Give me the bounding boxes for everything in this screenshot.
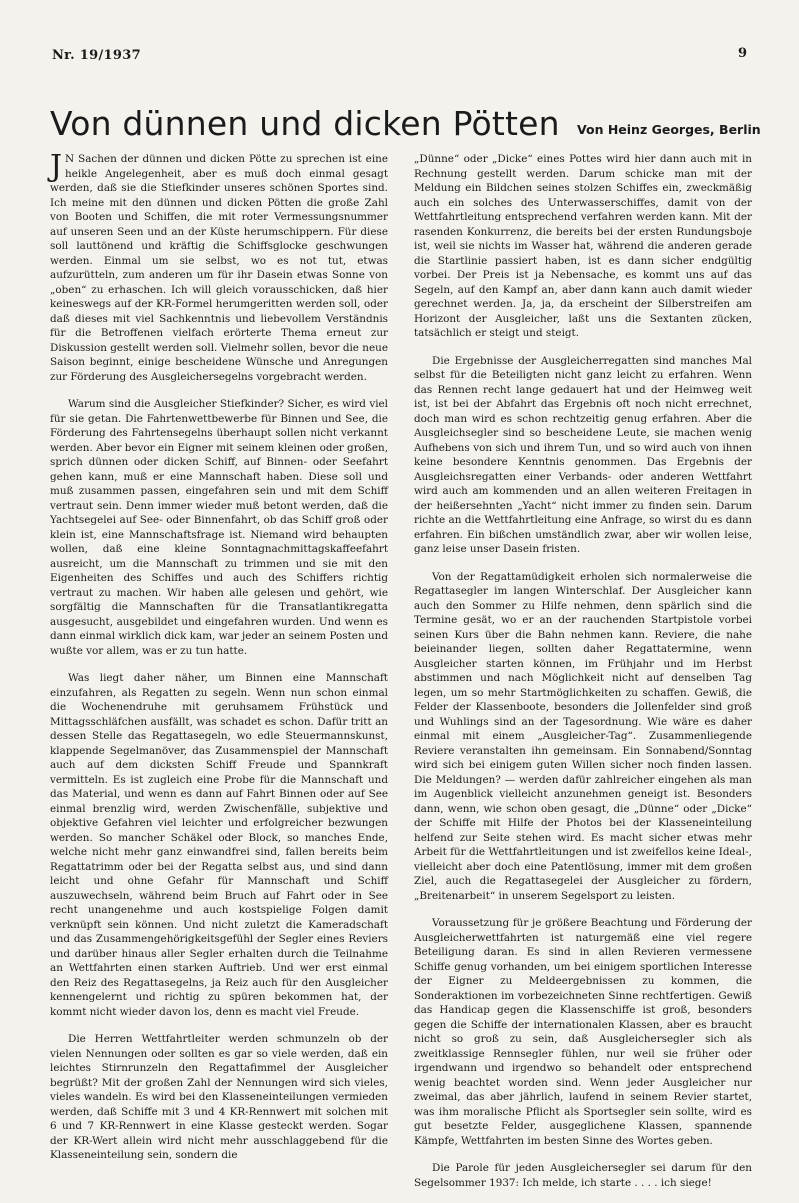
paragraph: Die Herren Wettfahrtleiter werden schmunzeln ob der vielen Nennungen oder sollten es gar so viele werden, daß ein leichtes Stirnrunzeln den Regattafimmel der Ausgleicher begrüßt? Mit der großen Zahl der Nennungen wird sich vieles, vieles wandeln. Es wird bei den Klasseneinteilungen vermieden werden, daß Schiffe mit 3 und 4 KR-Rennwert mit solchen mit 6 und 7 KR-Rennwert in eine Klasse gesteckt werden. Sogar der KR-Wert allein wird nicht mehr ausschlaggebend für die Klasseneinteilung sein, sondern die — [50, 1033, 388, 1161]
article-byline: Von Heinz Georges, Berlin — [577, 122, 761, 137]
paragraph: Von der Regattamüdigkeit erholen sich normalerweise die Regattasegler im langen Winterschlaf. Der Ausgleicher kann auch den Sommer zu Hilfe nehmen, denn spärlich sind die Termine gesät, wo er an der rauchenden Startpistole vorbei seinen Kurs über die Bahn nehmen kann. Reviere, die nahe beieinander liegen, sollten daher Regattatermine, wenn Ausgleicher starten können, im Frühjahr und im Herbst abstimmen und nach Möglichkeit nicht auf denselben Tag legen, um so mehr Startmöglichkeiten zu schaffen. Gewiß, die Felder der Klassenboote, besonders die Jollenfelder sind groß und Wuhlings sind an der Tagesordnung. Wie wäre es daher einmal mit einem „Ausgleicher-Tag“. Zusammenliegende Reviere veranstalten ihn gemeinsam. Ein Sonnabend/Sonntag wird sich bei einigem guten Willen sicher noch finden lassen. Die Meldungen? — werden dafür zahlreicher eingehen als man im Augenblick vielleicht anzunehmen geneigt ist. Besonders dann, wenn, wie schon oben gesagt, die „Dünne“ oder „Dicke“ der Schiffe mit Hilfe der Photos bei der Klasseneinteilung helfend zur Seite stehen wird. Es macht sicher etwas mehr Arbeit für die Wettfahrtleitungen und ist zweifellos keine Ideal-, vielleicht aber doch eine Patentlösung, immer mit dem großen Ziel, auch die Regattasegelei der Ausgleicher zu fördern, „Breitenarbeit“ in unserem Segelsport zu leisten. — [414, 570, 752, 902]
paragraph — [50, 149, 388, 384]
issue-number: Nr. 19/1937 — [52, 48, 141, 63]
paragraph-text: N Sachen der dünnen und dicken Pötte zu sprechen ist eine heikle Angelegenheit, aber es muß doch einmal gesagt werden, daß sie die Stiefkinder unseres schönen Sportes sind. Ich meine mit den dünnen und dicken Pötten die große Zahl von Booten und Schiffen, die mit roter Vermessungsnummer auf unseren Seen und an der Küste herumschippern. Für diese soll lauttönend und kräftig die Schiffsglocke geschwungen werden. Einmal um sie selbst, wo es not tut, etwas aufzurütteln, zum anderen um für ihr Dasein etwas Sonne von „oben“ zu erhaschen. Ich will gleich vorausschicken, daß hier keineswegs auf der KR-Formel herumgeritten werden soll, oder daß dieses mit viel Sachkenntnis und liebevollem Verständnis für die Betroffenen vielfach erörterte Thema erneut zur Diskussion gestellt werden soll. Vielmehr sollen, bevor die neue Saison beginnt, einige bescheidene Wünsche und Anregungen zur Förderung des Ausgleichersegelns vorgebracht werden. — [50, 153, 388, 383]
paragraph: „Dünne“ oder „Dicke“ eines Pottes wird hier dann auch mit in Rechnung gestellt werden. Darum schicke man mit der Meldung ein Bildchen seines stolzen Schiffes ein, zweckmäßig auch ein solches des Unterwasserschiffes, damit von der Wettfahrtleitung entsprechend verfahren werden kann. Mit der rasenden Konkurrenz, die bereits bei der ersten Rundungsboje ist, weil sie nichts im Wasser hat, während die anderen gerade die Startlinie passiert haben, ist es dann sicher endgültig vorbei. Der Preis ist ja Nebensache, es kommt uns auf das Segeln, auf den Kampf an, aber dann kann auch damit wieder gerechnet werden. Ja, ja, da erscheint der Silberstreifen am Horizont der Ausgleicher, laßt uns die Sextanten zücken, tatsächlich er steigt und steigt. — [414, 153, 752, 339]
paragraph: Die Ergebnisse der Ausgleicherregatten sind manches Mal selbst für die Beteiligten nicht ganz leicht zu erfahren. Wenn das Rennen recht lange gedauert hat und der Heimweg weit ist, ist bei der Abfahrt das Ergebnis oft noch nicht errechnet, doch man wird es schon rechtzeitig genug erfahren. Aber die Ausgleichsegler sind so bescheidene Leute, sie machen wenig Aufhebens von sich und ihrem Tun, und so wird auch von ihnen keine besondere Kenntnis genommen. Das Ergebnis der Ausgleichsregatten einer Verbands- oder anderen Wettfahrt wird auch am kommenden und an allen weiteren Freitagen in der heißersehnten „Yacht“ nicht immer zu finden sein. Darum richte an die Wettfahrtleitung eine Anfrage, so wirst du es dann erfahren. Ein bißchen umständlich zwar, aber wir wollen leise, ganz leise unser Dasein fristen. — [414, 354, 752, 555]
drop-cap: J — [50, 149, 63, 184]
paragraph: Warum sind die Ausgleicher Stiefkinder? Sicher, es wird viel für sie getan. Die Fahrtenwettbewerbe für Binnen und See, die Förderung des Fahrtensegelns überhaupt sollen nicht verkannt werden. Aber bevor ein Eigner mit seinem kleinen oder großen, sprich dünnen oder dicken Schiff, auf Binnen- oder Seefahrt gehen kann, muß er eine Mannschaft haben. Diese soll und muß zusammen passen, eingefahren sein und mit dem Schiff vertraut sein. Denn immer wieder muß betont werden, daß die Yachtsegelei auf See- oder Binnenfahrt, ob das Schiff groß oder klein ist, eine Mannschaftsfrage ist. Niemand wird behaupten wollen, daß eine kleine Sonntagnachmittagskaffeefahrt ausreicht, um die Mannschaft zu trimmen und sie mit den Eigenheiten des Schiffes und auch des Schiffers richtig vertraut zu machen. Wir haben alle gelesen und gehört, wie sorgfältig die Mannschaften für die Transatlantikregatta ausgesucht, ausgebildet und eingefahren wurden. Und wenn es dann einmal wirklich dick kam, war jeder an seinem Posten und wußte vor allem, was er zu tun hatte. — [50, 398, 388, 657]
paragraph: Was liegt daher näher, um Binnen eine Mannschaft einzufahren, als Regatten zu segeln. Wenn nun schon einmal die Wochenendruhe mit geruhsamem Frühstück und Mittagsschläfchen ausfällt, was schadet es schon. Dafür tritt an dessen Stelle das Regattasegeln, wo edle Steuermannskunst, klappende Segelmanöver, das Zusammenspiel der Mannschaft auch auf dem dicksten Schiff Freude und Spannkraft vermitteln. Es ist zugleich eine Probe für die Mannschaft und das Material, und wenn es dann auf Fahrt Binnen oder auf See einmal brenzlig wird, werden Zwischenfälle, subjektive und objektive Gefahren viel leichter und erfolgreicher bezwungen werden. So mancher Schäkel oder Block, so manches Ende, welche nicht mehr ganz einwandfrei sind, fallen bereits beim Regattatrimm oder bei der Regatta selbst aus, und sind dann leicht und ohne Gefahr für Mannschaft und Schiff auszuwechseln, während beim Bruch auf Fahrt oder in See recht unangenehme und auch kostspielige Folgen damit verknüpft sein können. Und nicht zuletzt die Kameradschaft und das Zusammengehörigkeitsgefühl der Segler eines Reviers und darüber hinaus aller Segler erhalten durch die Teilnahme an Wettfahrten einen starken Auftrieb. Und wer erst einmal den Reiz des Regattasegelns, ja Reiz auch für den Ausgleicher kennengelernt und richtig zu spüren bekommen hat, der kommt nicht wieder davon los, denn es macht viel Freude. — [50, 672, 388, 1018]
left-column — [50, 149, 388, 1176]
page-number: 9 — [738, 46, 748, 61]
paragraph: Voraussetzung für je größere Beachtung und Förderung der Ausgleicherwettfahrten ist naturgemäß eine viel regere Beteiligung daran. Es sind in allen Revieren vermessene Schiffe genug vorhanden, um bei einigem sportlichen Interesse der Eigner zu Meldeergebnissen zu kommen, die Sonderaktionen im vorbezeichneten Sinne rechtfertigen. Gewiß das Handicap gegen die Klassenschiffe ist groß, besonders gegen die Schiffe der internationalen Klassen, aber es braucht nicht so groß zu sein, daß Ausgleichersegler sich als zweitklassige Rennsegler fühlen, nur weil sie früher oder irgendwann und irgendwo so behandelt oder entsprechend wenig beachtet worden sind. Wenn jeder Ausgleicher nur zweimal, das aber jährlich, laufend in seinem Revier startet, was ihm moralische Pflicht als Sportsegler sein sollte, wird es gut besetzte Felder, ausgeglichene Klassen, spannende Kämpfe, Wettfahrten im besten Sinne des Wortes geben. — [414, 917, 752, 1147]
paragraph: Die Parole für jeden Ausgleichersegler sei darum für den Segelsommer 1937: Ich melde, ich starte . . . . ich siege! — [414, 1162, 752, 1189]
right-column — [414, 152, 752, 1203]
article-title: Von dünnen und dicken Pötten — [50, 104, 560, 143]
